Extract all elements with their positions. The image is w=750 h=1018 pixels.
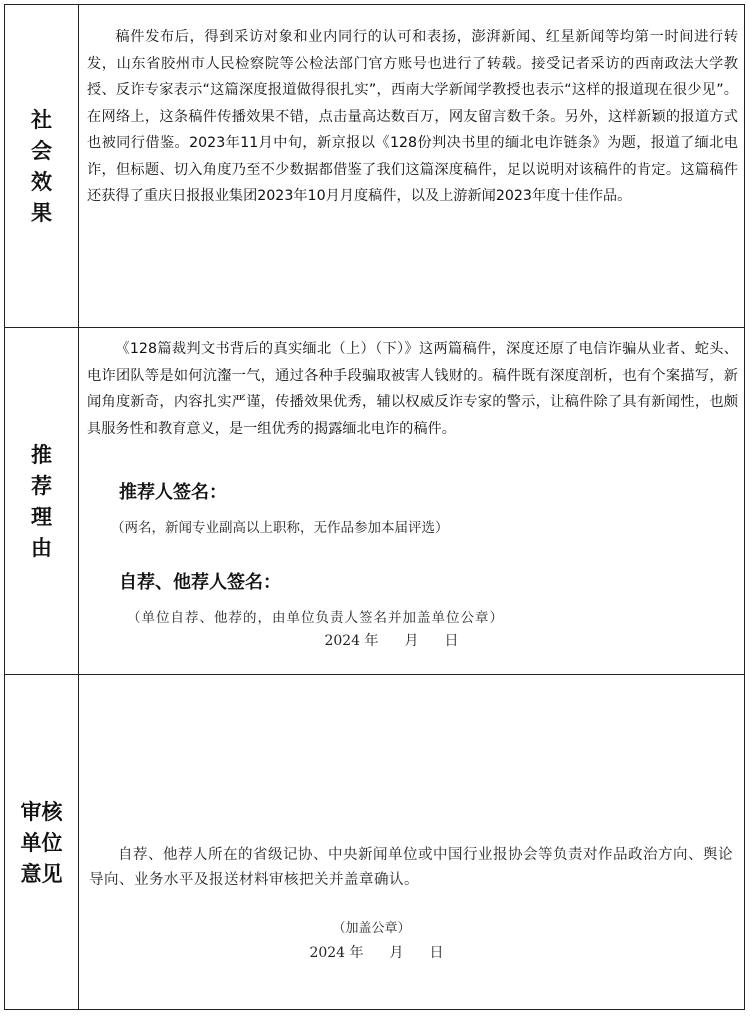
recommendation-row	[5, 328, 745, 675]
recommendation-date	[79, 630, 744, 650]
social-effect-text: 稿件发布后，得到采访对象和业内同行的认可和表扬，澎湃新闻、红星新闻等均第一时间进行转发，山东省胶州市人民检察院等公检法部门官方账号也进行了转载。接受记者采访的西南政法大学教授、反诈专家表示“这篇深度报道做得很扎实”，西南大学新闻学教授也表示“这样的报道现在很少见”。在网络上，这条稿件传播效果不错，点击量高达数百万，网友留言数千条。另外，这样新颖的报道方式也被同行借鉴。2023年11月中旬，新京报以《128份判决书里的缅北电诈链条》为题，报道了缅北电诈，但标题、切入角度乃至不少数据都借鉴了我们这篇深度稿件，足以说明对该稿件的肯定。这篇稿件还获得了重庆日报报业集团2023年10月月度稿件，以及上游新闻2023年度十佳作品。	[87, 29, 738, 204]
label-line: 审核	[20, 798, 63, 824]
date-day: 日	[444, 633, 459, 649]
recommender-signature-label: 推荐人签名：	[119, 482, 227, 503]
seal-note: （加盖公章）	[332, 921, 411, 936]
social-effect-label	[5, 5, 79, 328]
social-effect-content	[79, 5, 745, 328]
label-char: 由	[31, 535, 52, 560]
review-content	[79, 675, 745, 1010]
award-form-table	[4, 4, 745, 1010]
label-char: 效	[31, 169, 52, 194]
recommender-signature-note: （两名，新闻专业副高以上职称，无作品参加本届评选）	[111, 520, 449, 536]
date-month: 月	[389, 945, 404, 961]
recommendation-label	[5, 328, 79, 675]
recommendation-content	[79, 328, 745, 675]
review-label	[5, 675, 79, 1010]
label-char: 果	[31, 200, 52, 225]
date-day: 日	[429, 945, 444, 961]
label-char: 推	[31, 442, 52, 467]
date-year: 2024 年	[324, 633, 379, 649]
review-row	[5, 675, 745, 1010]
self-recommender-signature-note: （单位自荐、他荐的，由单位负责人签名并加盖单位公章）	[127, 610, 504, 626]
date-month: 月	[404, 633, 419, 649]
review-text: 自荐、他荐人所在的省级记协、中央新闻单位或中国行业报协会等负责对作品政治方向、舆论导向、业务水平及报送材料审核把关并盖章确认。	[89, 847, 733, 888]
label-line: 意见	[20, 860, 63, 886]
label-char: 会	[31, 138, 52, 163]
self-recommender-signature-label: 自荐、他荐人签名：	[119, 572, 281, 593]
date-year: 2024 年	[309, 945, 364, 961]
label-char: 理	[31, 504, 52, 529]
review-date	[79, 942, 744, 962]
label-char: 荐	[31, 473, 52, 498]
label-char: 社	[31, 107, 52, 132]
recommendation-text: 《128篇裁判文书背后的真实缅北（上）（下）》这两篇稿件，深度还原了电信诈骗从业者、蛇头、电诈团队等是如何沆瀣一气，通过各种手段骗取被害人钱财的。稿件既有深度剖析，也有个案描写，新闻角度新奇，内容扎实严谨，传播效果优秀，辅以权威反诈专家的警示，让稿件除了具有新闻性，也颇具服务性和教育意义，是一组优秀的揭露缅北电诈的稿件。	[87, 341, 738, 437]
label-line: 单位	[20, 829, 63, 855]
social-effect-row	[5, 5, 745, 328]
